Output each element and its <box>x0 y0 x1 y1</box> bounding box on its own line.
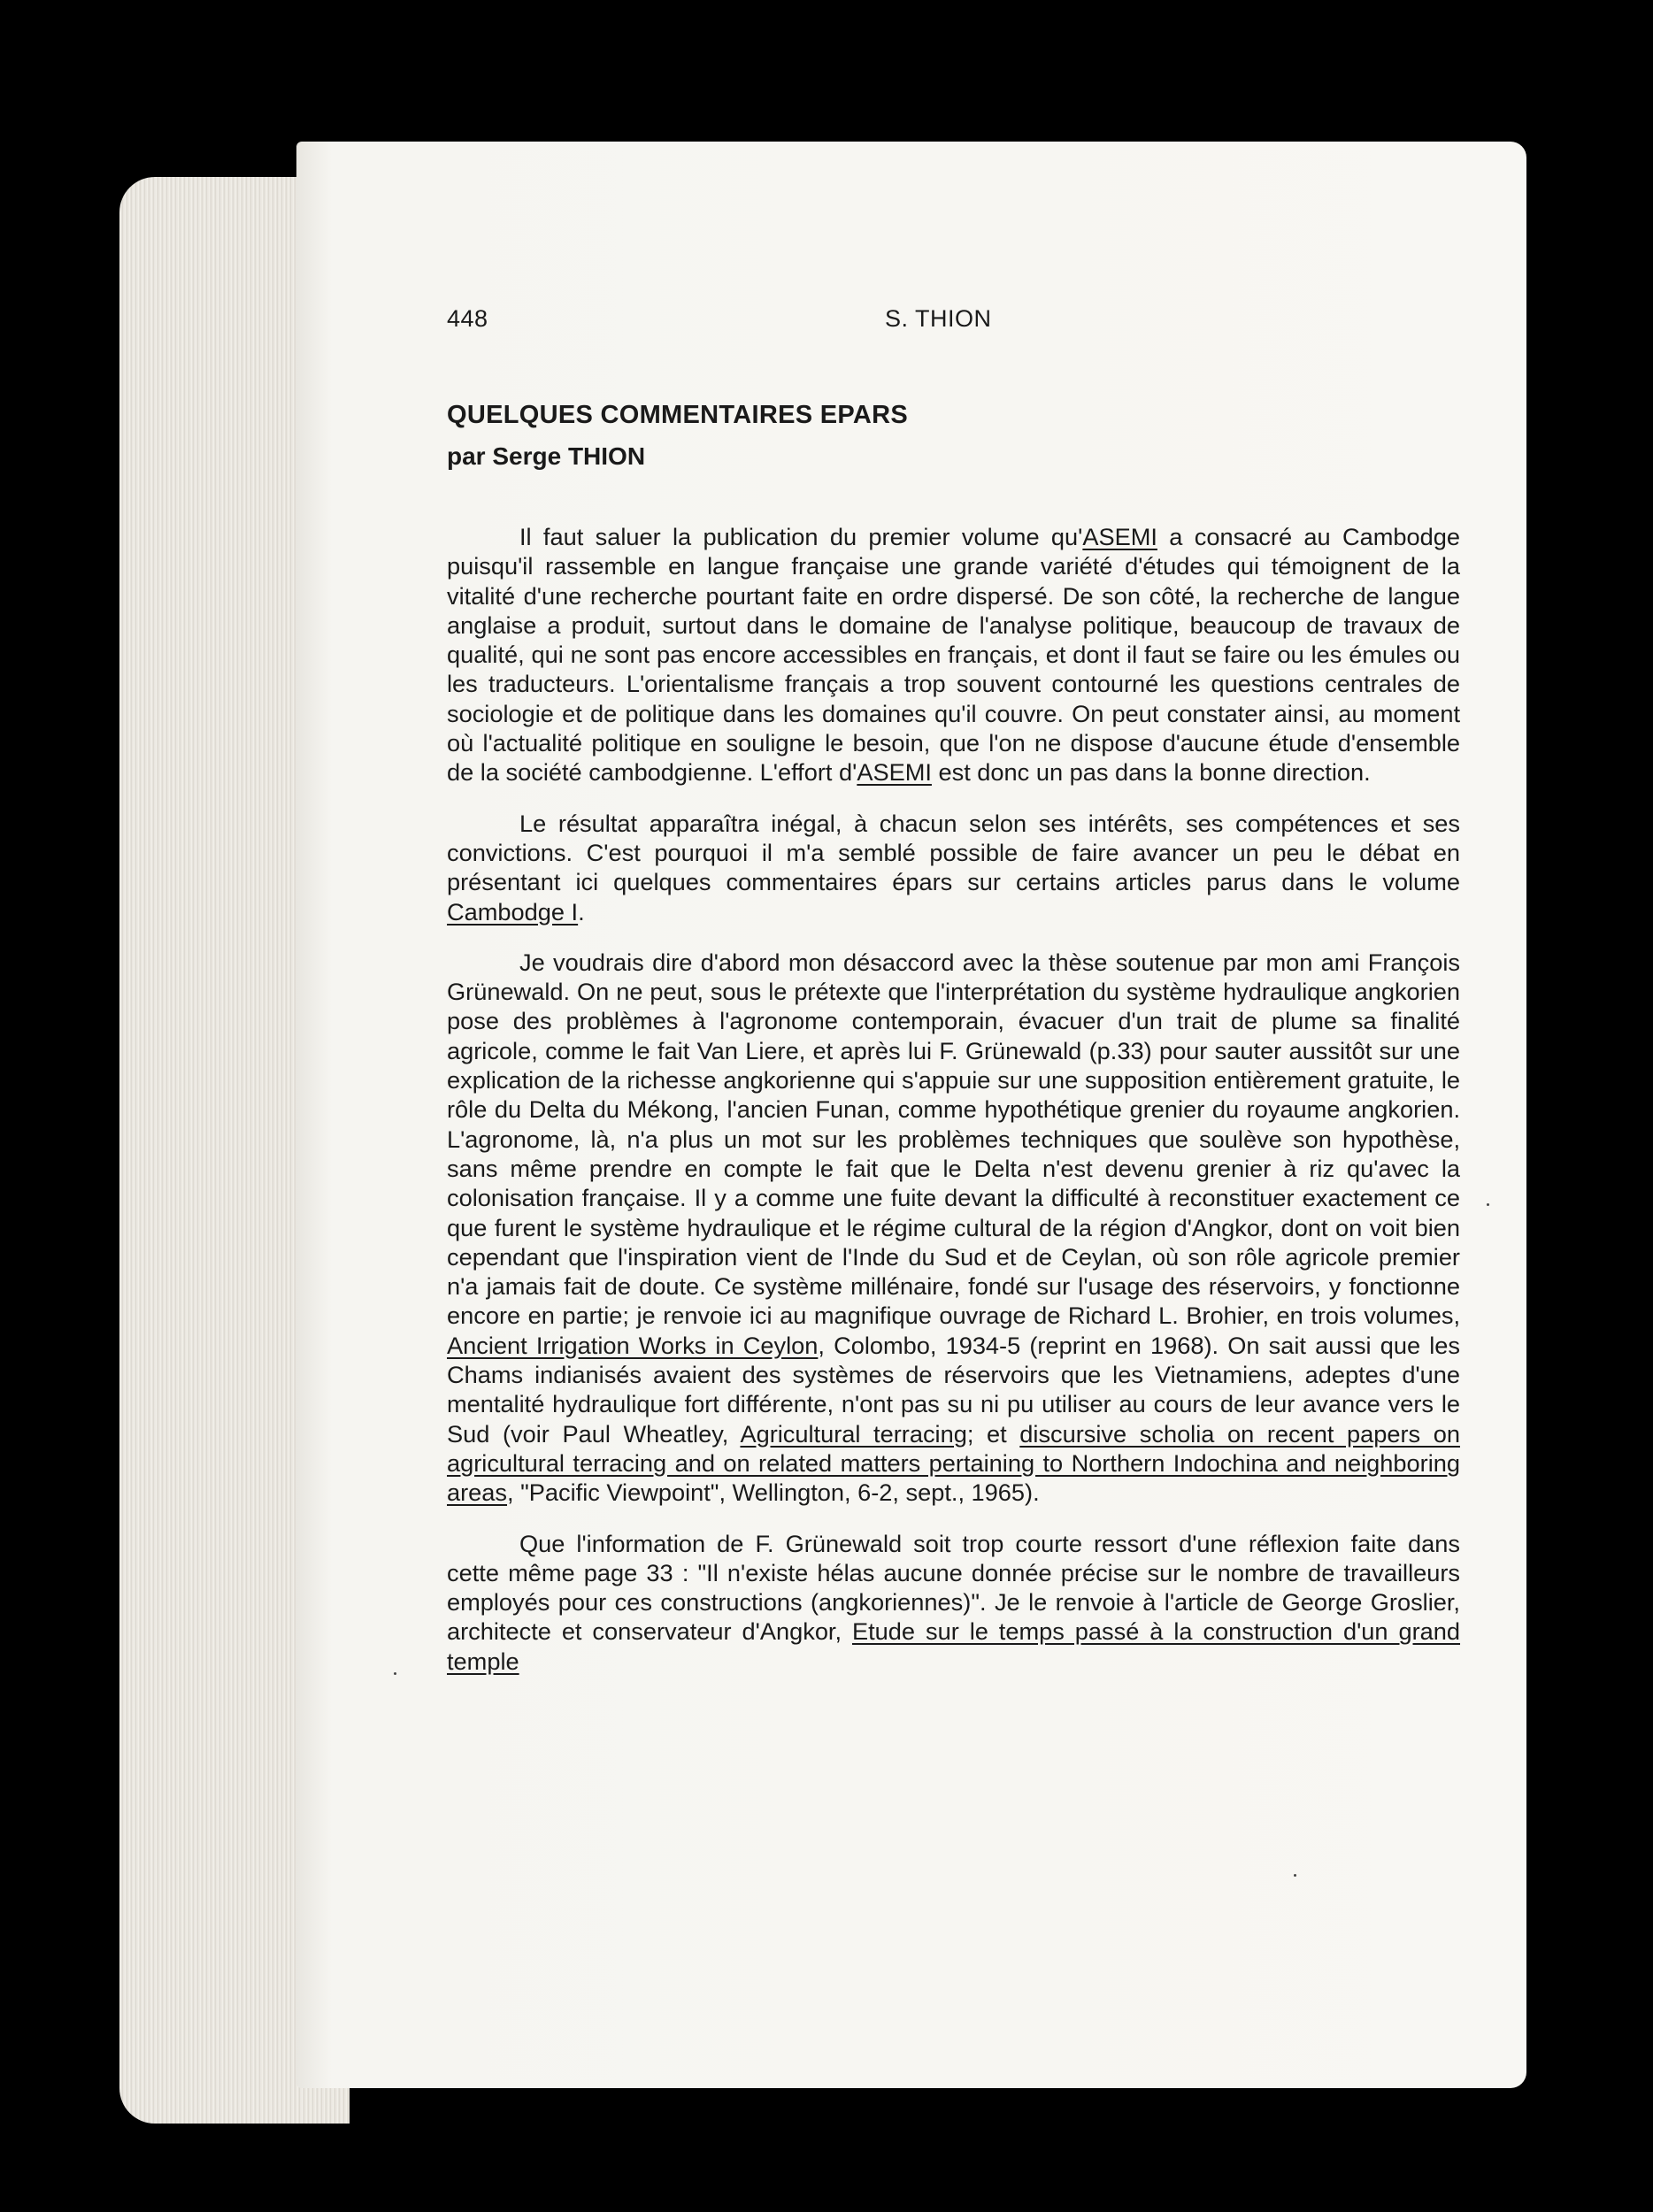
article-byline: par Serge THION <box>447 442 646 470</box>
running-title: S. THION <box>885 305 992 332</box>
text-run: Que l'information de F. Grünewald soit trop courte ressort d'une réflexion faite dans cette même page 33 : "Il n'existe hélas aucune donnée précise sur le nombre de travailleurs employés pour ces constructions (angkoriennes)". Je le renvoie à l'article de George Groslier, architecte et conservateur d'Angkor, <box>447 1529 1460 1646</box>
text-run: , Colombo, 1934-5 (reprint en 1968). On sait aussi que les Chams indianisés avaient des systèmes de réservoirs que les Vietnamiens, adeptes d'une mentalité hydraulique fort différente, n'ont pas su ni pu utiliser au cours de leur avance vers le Sud (voir Paul Wheatley, <box>447 1331 1460 1448</box>
text-run: Je voudrais dire d'abord mon désaccord avec la thèse soutenue par mon ami François Grünewald. On ne peut, sous le prétexte que l'interprétation du système hydraulique angkorien pose des problèmes à l'agronome contemporain, évacuer d'un trait de plume sa finalité agricole, comme le fait Van Liere, et après lui F. Grünewald (p.33) pour sauter aussitôt sur une explication de la richesse angkorienne qui s'appuie sur une supposition entièrement gratuite, le rôle du Delta du Mékong, l'ancien Funan, comme hypothétique grenier du royaume angkorien. L'agronome, là, n'a plus un mot sur les problèmes techniques que soulève son hypothèse, sans même prendre en compte le fait que le Delta n'est devenu grenier à riz qu'avec la colonisation française. Il y a comme une fuite devant la difficulté à reconstituer exactement ce que furent le système hydraulique et le régime cultural de la région d'Angkor, dont on voit bien cependant que l'inspiration vient de l'Inde du Sud et de Ceylan, où son rôle agricole premier n'a jamais fait de doute. Ce système millénaire, fondé sur l'usage des réservoirs, y fonctionne encore en partie; je renvoie ici au magnifique ouvrage de Richard L. Brohier, en trois volumes, <box>447 948 1460 1330</box>
paragraph-2 <box>447 809 1460 926</box>
speck <box>1294 1874 1296 1877</box>
underlined-reference: Cambodge I <box>447 897 579 926</box>
text-run: , "Pacific Viewpoint", Wellington, 6-2, sept., 1965). <box>507 1479 1040 1507</box>
page-content <box>447 305 1460 1697</box>
article-title: QUELQUES COMMENTAIRES EPARS <box>447 401 909 429</box>
underlined-reference: Agricultural terracing <box>740 1419 967 1448</box>
underlined-reference: ASEMI <box>1082 523 1157 550</box>
text-run: Le résultat apparaîtra inégal, à chacun selon ses intérêts, ses compétences et ses convictions. C'est pourquoi il m'a semblé possible de faire avancer un peu le débat en présentant ici quelques commentaires épars sur certains articles parus dans le volume <box>447 809 1460 896</box>
text-run: . <box>578 897 585 926</box>
speck <box>1487 1203 1489 1206</box>
underlined-reference: Ancient Irrigation Works in Ceylon <box>447 1331 819 1359</box>
paragraph-1 <box>447 522 1460 787</box>
text-run: Il faut saluer la publication du premier volume qu' <box>519 523 1083 550</box>
underlined-reference: Etude sur le temps passé à la construction d'un grand temple <box>447 1617 1461 1675</box>
article-body <box>447 522 1460 1676</box>
paragraph-4 <box>447 1529 1460 1676</box>
text-run: ; et <box>966 1419 1020 1448</box>
paragraph-3 <box>447 948 1460 1508</box>
underlined-reference: ASEMI <box>857 758 932 787</box>
text-run: a consacré au Cambodge puisqu'il rassemble en langue française une grande variété d'études qui témoignent de la vitalité d'une recherche pourtant faite en ordre dispersé. De son côté, la recherche de langue anglaise a produit, surtout dans le domaine de l'analyse politique, beaucoup de travaux de qualité, qui ne sont pas encore accessibles en français, et dont il faut se faire ou les émules ou les traducteurs. L'orientalisme français a trop souvent contourné les questions centrales de sociologie et de politique dans les domaines qu'il couvre. On peut constater ainsi, au moment où l'actualité politique en souligne le besoin, que l'on ne dispose d'aucune étude d'ensemble de la société cambodgienne. L'effort d' <box>447 523 1460 787</box>
running-head <box>447 305 1460 341</box>
text-run: est donc un pas dans la bonne direction. <box>931 758 1371 787</box>
underlined-reference: discursive scholia on recent papers on agricultural terracing and on related matters pertaining to Northern Indochina and neighboring areas <box>447 1419 1460 1507</box>
page-number: 448 <box>447 305 488 332</box>
speck <box>394 1672 396 1675</box>
